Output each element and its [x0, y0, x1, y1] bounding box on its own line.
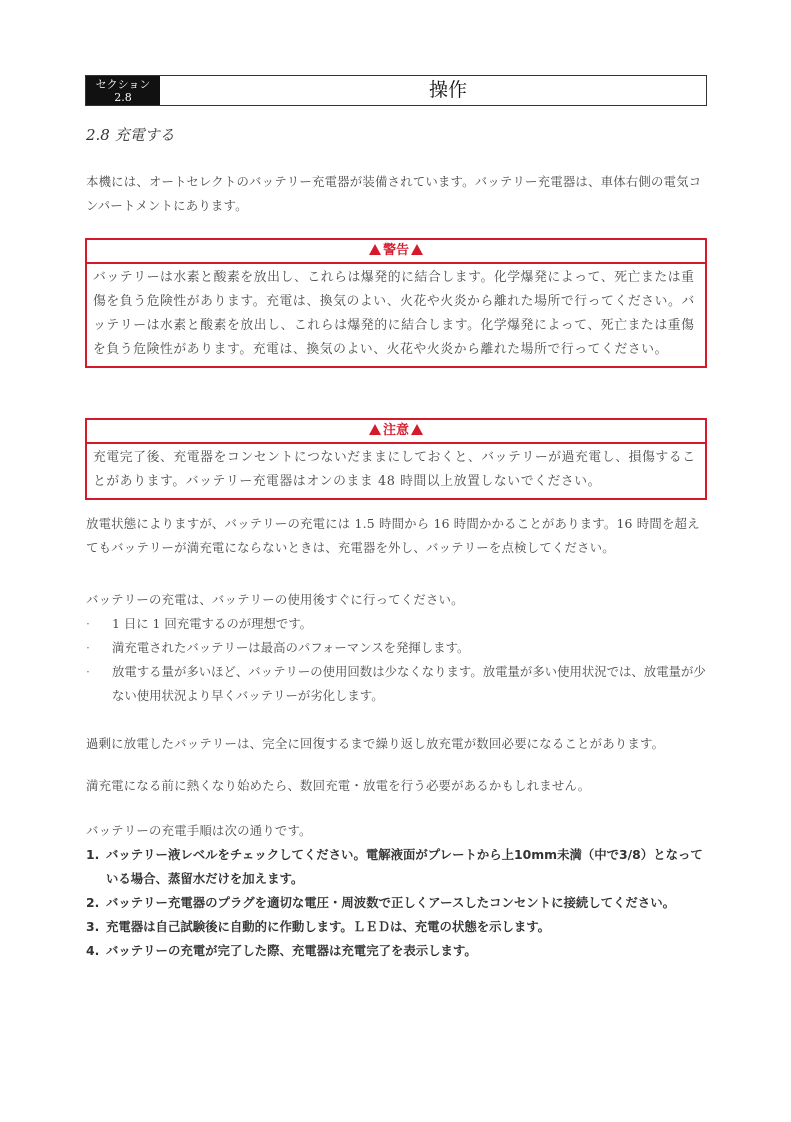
warning-box — [85, 238, 707, 368]
section-header — [85, 75, 707, 106]
step-text: 充電器は自己試験後に自動的に作動します。ＬＥＤは、充電の状態を示します。 — [106, 919, 551, 934]
bullet-text: 放電する量が多いほど、バッテリーの使用回数は少なくなります。放電量が多い使用状況では、放電量が少ない使用状況より早くバッテリーが劣化します。 — [112, 664, 706, 703]
caution-box — [85, 418, 707, 500]
bullet-marker: · — [86, 640, 90, 655]
bullet-marker: · — [86, 616, 90, 631]
step-number: 2. — [86, 895, 100, 910]
bullet-marker: · — [86, 664, 90, 679]
hot-battery-paragraph: 満充電になる前に熱くなり始めたら、数回充電・放電を行う必要があるかもしれません。 — [86, 778, 591, 793]
step-text: バッテリー液レベルをチェックしてください。電解液面がプレートから上10mm未満（中で3/8）となっている場合、蒸留水だけを加えます。 — [106, 847, 703, 886]
warning-icon — [411, 244, 423, 255]
warning-body: バッテリーは水素と酸素を放出し、これらは爆発的に結合します。化学爆発によって、死亡または重傷を負う危険性があります。充電は、換気のよい、火花や火炎から離れた場所で行ってください。バッテリーは水素と酸素を放出し、これらは爆発的に結合します。化学爆発によって、死亡または重傷を負う危険性があります。充電は、換気のよい、火花や火炎から離れた場所で行ってください。 — [93, 270, 695, 357]
caution-body: 充電完了後、充電器をコンセントにつないだままにしておくと、バッテリーが過充電し、損傷することがあります。バッテリー充電器はオンのまま 48 時間以上放置しないでください。 — [93, 450, 696, 489]
warning-icon — [369, 244, 381, 255]
over-discharged-paragraph: 過剰に放電したバッテリーは、完全に回復するまで繰り返し放充電が数回必要になることがあります。 — [86, 736, 665, 751]
section-label: セクション — [95, 78, 151, 91]
bullet-text: 1 日に 1 回充電するのが理想です。 — [112, 616, 313, 631]
step-item — [86, 939, 708, 963]
sub-heading: 2.8 充電する — [86, 126, 175, 144]
step-text: バッテリーの充電が完了した際、充電器は充電完了を表示します。 — [106, 943, 477, 958]
step-item — [86, 843, 708, 891]
bullet-list — [86, 612, 708, 708]
warning-header — [87, 240, 705, 264]
section-number: 2.8 — [114, 91, 132, 104]
step-number: 1. — [86, 847, 100, 862]
caution-header — [87, 420, 705, 444]
step-item — [86, 891, 708, 915]
caution-icon — [411, 424, 423, 435]
caution-title: 注意 — [382, 423, 409, 438]
step-number: 3. — [86, 919, 100, 934]
charge-time-paragraph: 放電状態によりますが、バッテリーの充電には 1.5 時間から 16 時間かかることがあります。16 時間を超えてもバッテリーが満充電にならないときは、充電器を外し、バッテリーを点検してください。 — [86, 516, 700, 555]
list-item — [86, 660, 708, 708]
intro-paragraph: 本機には、オートセレクトのバッテリー充電器が装備されています。バッテリー充電器は、車体右側の電気コンパートメントにあります。 — [86, 174, 702, 213]
section-title: 操作 — [428, 79, 467, 101]
bullet-text: 満充電されたバッテリーは最高のパフォーマンスを発揮します。 — [112, 640, 470, 655]
section-tag — [86, 76, 160, 105]
procedure-steps — [86, 843, 708, 963]
step-item — [86, 915, 708, 939]
caution-icon — [369, 424, 381, 435]
list-item — [86, 612, 708, 636]
warning-title: 警告 — [382, 243, 409, 258]
step-number: 4. — [86, 943, 100, 958]
after-use-paragraph: バッテリーの充電は、バッテリーの使用後すぐに行ってください。 — [86, 592, 464, 607]
step-text: バッテリー充電器のプラグを適切な電圧・周波数で正しくアースしたコンセントに接続してください。 — [106, 895, 675, 910]
procedure-intro: バッテリーの充電手順は次の通りです。 — [86, 823, 312, 838]
list-item — [86, 636, 708, 660]
